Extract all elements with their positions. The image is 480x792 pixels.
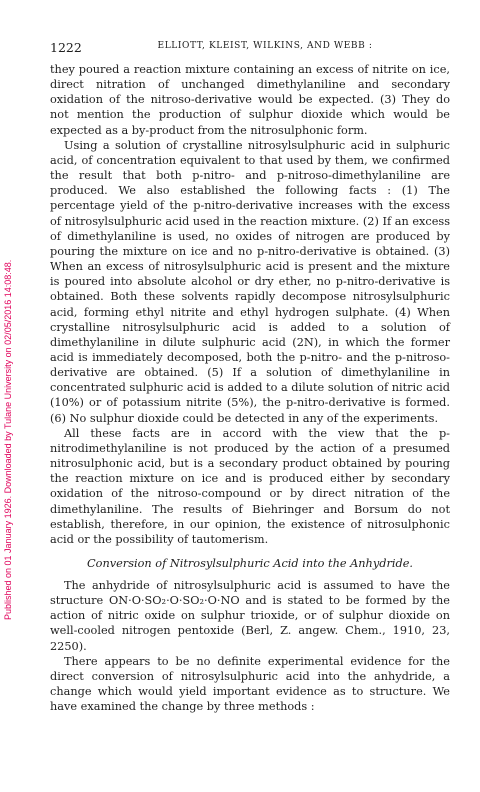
paragraph-conclusion: All these facts are in accord with the view that the p-nitrodimethylaniline is not produced by the action of a presumed nitrosulphonic acid, but is a secondary product obtained by pouring the reaction mixture on ice and is produced either by secondary oxidation of the nitroso-compound or by direct nitration of the dimethylaniline. The results of Biehringer and Borsum do not establish, therefore, in our opinion, the existence of nitrosulphonic acid or the possibility of tautomerism. xyxy=(50,426,450,546)
download-watermark xyxy=(3,100,13,620)
paragraph-anhydride: The anhydride of nitrosylsulphuric acid is assumed to have the structure ON·O·SO₂·O·SO₂·O·NO and is stated to be formed by the action of nitric oxide on sulphur trioxide, or of sulphur dioxide on well-cooled nitrogen pentoxide (Berl, Z. angew. Chem., 1910, 23, 2250). xyxy=(50,579,450,653)
page-header xyxy=(50,40,450,56)
running-head: ELLIOTT, KLEIST, WILKINS, AND WEBB : xyxy=(157,41,373,51)
page-number: 1222 xyxy=(50,40,82,55)
watermark-text: Published on 01 January 1926. Downloaded by Tulane University on 02/05/2016 14:08:48. xyxy=(3,259,13,620)
paragraph-methods: There appears to be no definite experimental evidence for the direct conversion of nitrosylsulphuric acid into the anhydride, a change which would yield important evidence as to structure. We have examined the change by three methods : xyxy=(50,654,450,714)
paragraph-experiments: Using a solution of crystalline nitrosylsulphuric acid in sulphuric acid, of concentration equivalent to that used by them, we confirmed the result that both p-nitro- and p-nitroso-dimethylaniline are produced. We also established the following facts : (1) The percentage yield of the p-nitro-derivative increases with the excess of nitrosylsulphuric acid used in the reaction mixture. (2) If an excess of dimethylaniline is used, no oxides of nitrogen are produced by pouring the mixture on ice and no p-nitro-derivative is obtained. (3) When an excess of nitrosylsulphuric acid is present and the mixture is poured into absolute alcohol or dry ether, no p-nitro-derivative is obtained. Both these solvents rapidly decompose nitrosylsulphuric acid, forming ethyl nitrite and ethyl hydrogen sulphate. (4) When crystalline nitrosylsulphuric acid is added to a solution of dimethylaniline in dilute sulphuric acid (2N), in which the former acid is immediately decomposed, both the p-nitro- and the p-nitroso-derivative are obtained. (5) If a solution of dimethylaniline in concentrated sulphuric acid is added to a dilute solution of nitric acid (10%) or of potassium nitrite (5%), the p-nitro-derivative is formed. (6) No sulphur dioxide could be detected in any of the experiments. xyxy=(50,138,450,425)
section-heading: Conversion of Nitrosylsulphuric Acid into the Anhydride. xyxy=(87,557,413,570)
paragraph-continuation: they poured a reaction mixture containing an excess of nitrite on ice, direct nitration of unchanged dimethylaniline and secondary oxidation of the nitroso-derivative would be expected. (3) They do not mention the production of sulphur dioxide which would be expected as a by-product from the nitrosulphonic form. xyxy=(50,63,450,137)
article-body xyxy=(50,62,450,714)
